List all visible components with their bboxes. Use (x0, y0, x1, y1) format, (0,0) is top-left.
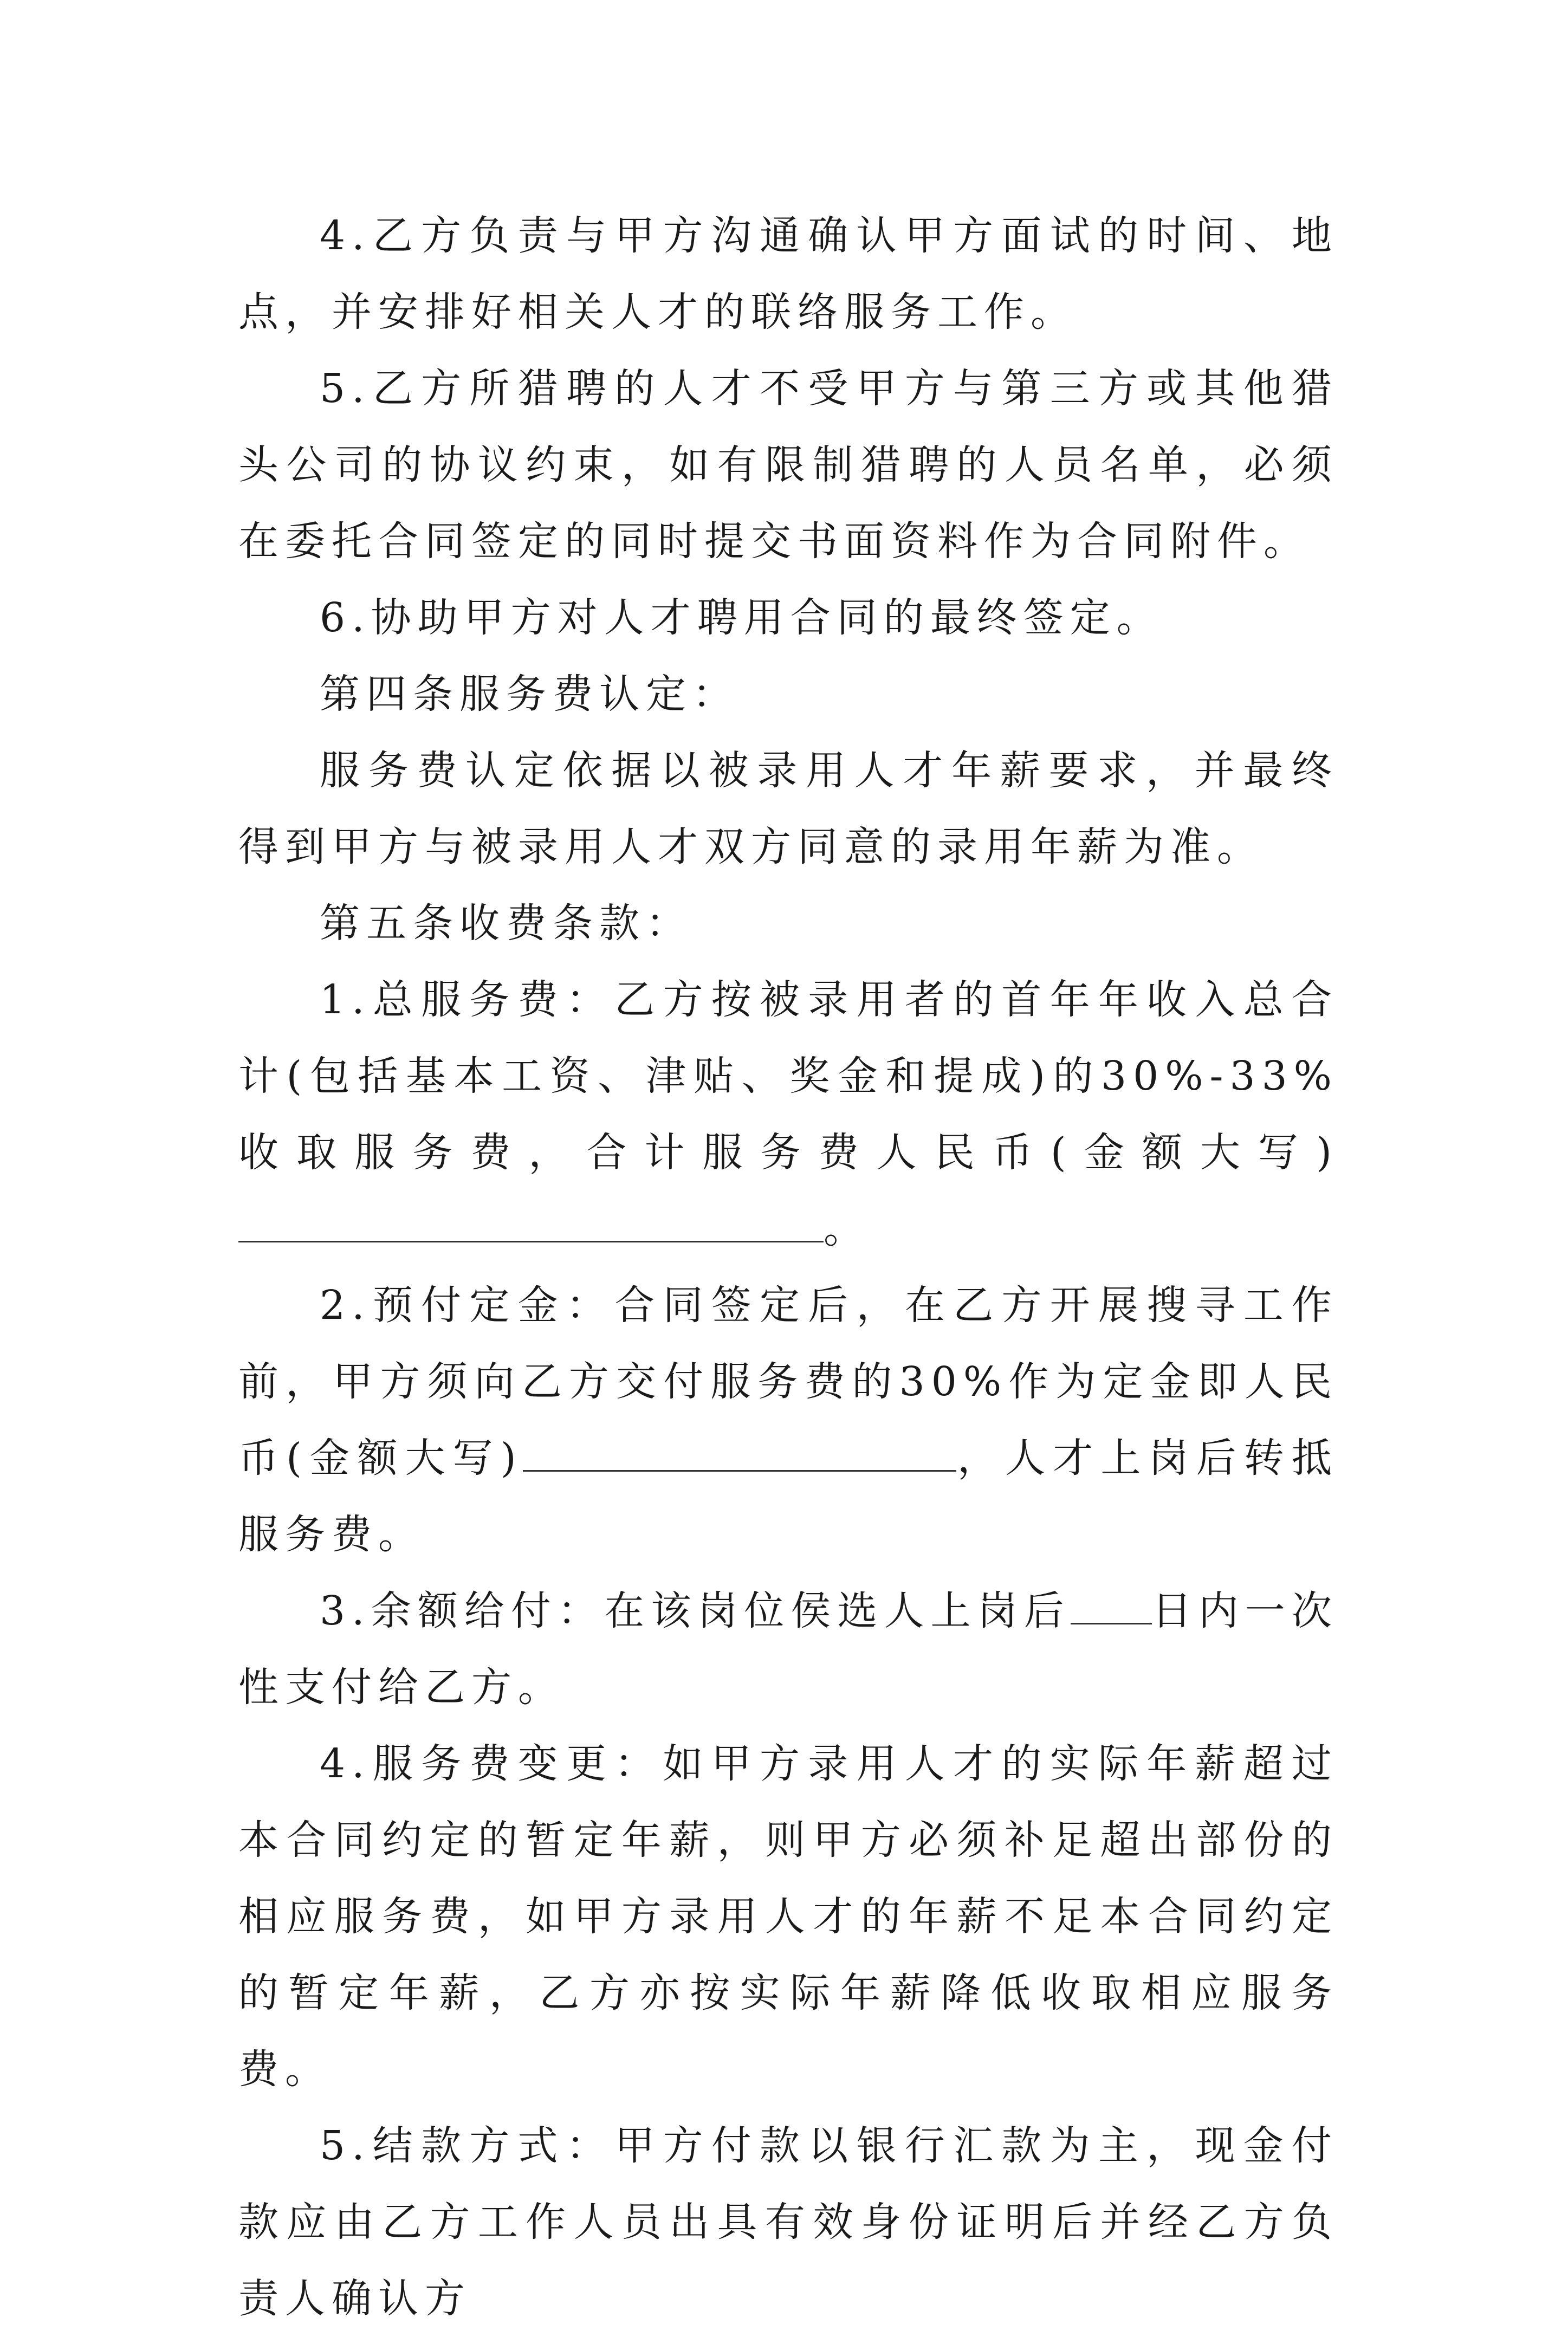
days-blank[interactable] (1071, 1583, 1152, 1624)
clause-3-item-6: 6.协助甲方对人才聘用合同的最终签定。 (320, 594, 1163, 641)
clause-4-heading: 第四条服务费认定： (320, 671, 739, 717)
clause-5-item-2-end: ，人才上岗后转抵服务费。 (238, 1435, 1339, 1558)
clause-5-item-4: 4.服务费变更：如甲方录用人才的实际年薪超过本合同约定的暂定年薪，则甲方必须补足超出部份的相应服务费，如甲方录用人才的年薪不足本合同约定的暂定年薪，乙方亦按实际年薪降低收取相应服务费。 (238, 1740, 1338, 2093)
clause-5-item-2 (238, 1267, 1338, 1573)
document-body (238, 198, 1338, 2337)
clause-3-item-5: 5.乙方所猎聘的人才不受甲方与第三方或其他猎头公司的协议约束，如有限制猎聘的人员名单，必须在委托合同签定的同时提交书面资料作为合同附件。 (238, 365, 1338, 565)
clause-5-heading: 第五条收费条款： (320, 900, 692, 947)
deposit-amount-blank[interactable] (523, 1430, 956, 1472)
clause-5-item-5: 5.结款方式：甲方付款以银行汇款为主，现金付款应由乙方工作人员出具有效身份证明后并经乙方负责人确认方 (238, 2122, 1338, 2322)
clause-3-item-4: 4.乙方负责与甲方沟通确认甲方面试的时间、地点，并安排好相关人才的联络服务工作。 (238, 212, 1338, 335)
total-fee-blank[interactable] (238, 1201, 824, 1242)
clause-5-item-1-end: 。 (824, 1206, 870, 1252)
clause-5-item-3-end: 日内一次性支付给乙方。 (238, 1588, 1338, 1711)
clause-4-body: 服务费认定依据以被录用人才年薪要求，并最终得到甲方与被录用人才双方同意的录用年薪为准。 (238, 747, 1338, 870)
clause-5-item-1-text: 1.总服务费：乙方按被录用者的首年年收入总合计(包括基本工资、津贴、奖金和提成)的30%-33%收取服务费，合计服务费人民币(金额大写) (238, 976, 1338, 1176)
clause-5-item-3-text: 3.余额给付：在该岗位侯选人上岗后 (320, 1588, 1071, 1634)
clause-5-item-3 (238, 1573, 1338, 1726)
clause-5-item-1 (238, 962, 1338, 1267)
clause-5-item-2-text: 2.预付定金：合同签定后，在乙方开展搜寻工作前，甲方须向乙方交付服务费的30%作为定金即人民币(金额大写) (238, 1282, 1338, 1481)
